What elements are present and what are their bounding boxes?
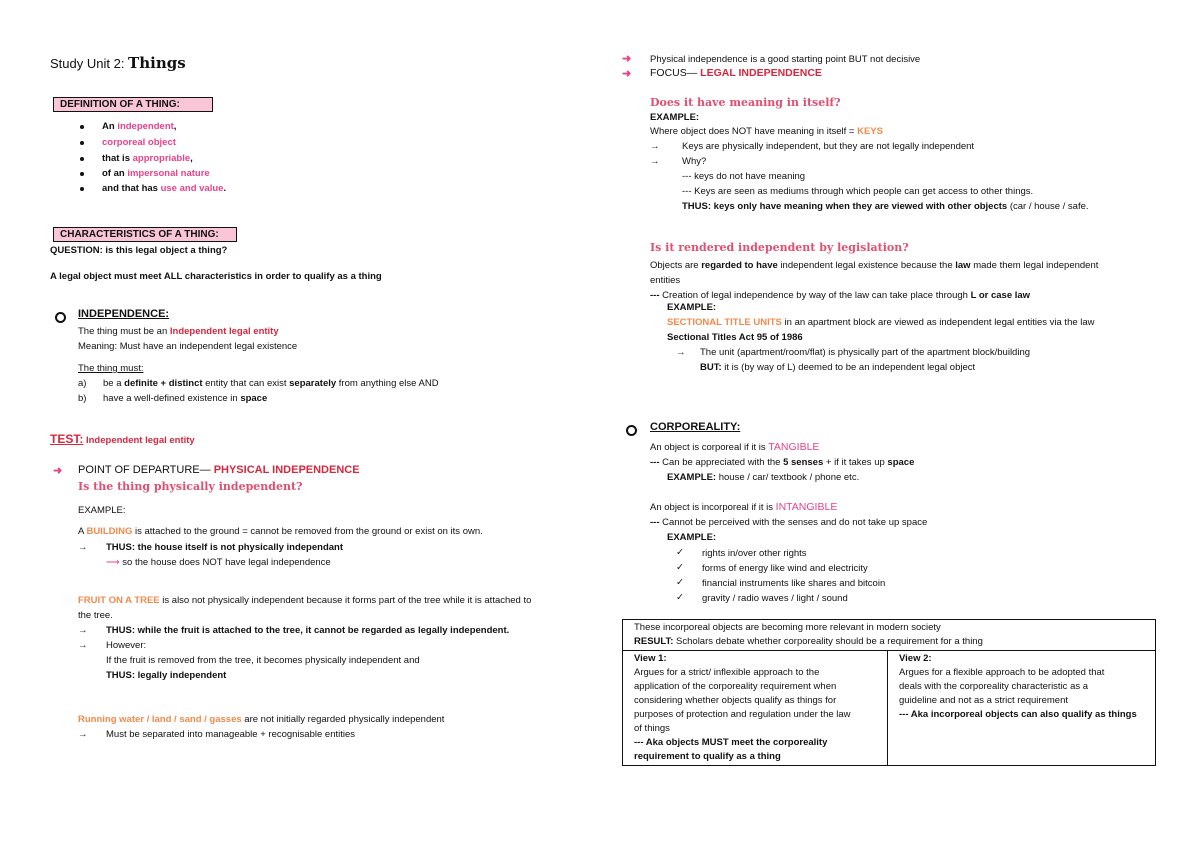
text-line: separately bbox=[289, 378, 337, 389]
text-line: Argues for a strict/ inflexible approach to the bbox=[634, 667, 820, 678]
definition-item bbox=[102, 151, 193, 166]
sectional-title-line bbox=[667, 315, 1095, 330]
view-2-title: View 2: bbox=[899, 653, 932, 664]
focus-line bbox=[650, 67, 822, 79]
text-line: --- bbox=[650, 290, 663, 301]
point-of-departure bbox=[78, 464, 360, 476]
building-so bbox=[106, 555, 331, 570]
incorporeal-line bbox=[650, 500, 837, 515]
text-line: deals with the corporeality characteristic as a bbox=[899, 681, 1089, 692]
text-line: A bbox=[78, 526, 87, 537]
text-line: independent legal existence because the bbox=[777, 260, 956, 271]
arrow-icon: → bbox=[676, 347, 686, 358]
page-title-main: Things bbox=[128, 54, 186, 72]
text-line: have a well-defined existence in bbox=[103, 393, 241, 404]
text-line: space bbox=[240, 393, 268, 404]
page-title-prefix: Study Unit 2: bbox=[50, 56, 129, 71]
text-line: Objects are bbox=[650, 260, 702, 271]
corporeal-senses bbox=[650, 455, 914, 470]
check-item: rights in/over other rights bbox=[702, 548, 807, 559]
views-table bbox=[622, 619, 1156, 766]
water-separated: Must be separated into manageable + recognisable entities bbox=[106, 729, 356, 740]
arrow-icon: ➜ bbox=[622, 68, 632, 80]
view-2-cell bbox=[888, 651, 1156, 766]
sectional-act: Sectional Titles Act 95 of 1986 bbox=[667, 332, 803, 343]
table-row bbox=[623, 651, 1156, 766]
corporeality-heading: CORPOREALITY: bbox=[650, 421, 741, 433]
text-line: entity that can exist bbox=[202, 378, 290, 389]
text-line: FOCUS— bbox=[650, 67, 701, 79]
text-line: Independent legal entity bbox=[83, 435, 195, 446]
text-line: corporeal object bbox=[102, 137, 176, 148]
text-line: + if it takes up bbox=[823, 457, 888, 468]
arrow-icon: ➜ bbox=[622, 53, 632, 65]
must-item-b-label: b) bbox=[78, 393, 87, 404]
must-item-a-label: a) bbox=[78, 378, 87, 389]
must-item-a bbox=[103, 376, 439, 391]
text-line: EXAMPLE: bbox=[667, 472, 717, 483]
text-line: purposes of protection and regulation under the law bbox=[634, 709, 851, 720]
text-line: and that has bbox=[102, 183, 161, 194]
characteristics-header: CHARACTERISTICS OF A THING: bbox=[53, 227, 237, 242]
long-arrow-icon: ⟶ bbox=[106, 557, 123, 568]
text-line: L or case law bbox=[970, 290, 1031, 301]
sectional-unit: The unit (apartment/room/flat) is physically part of the apartment block/building bbox=[700, 347, 1031, 358]
arrow-icon: → bbox=[78, 640, 88, 651]
text-line: made them legal independent bbox=[970, 260, 1099, 271]
table-intro-1: These incorporeal objects are becoming more relevant in modern society bbox=[634, 622, 941, 633]
fruit-thus-2: THUS: legally independent bbox=[106, 670, 227, 681]
keys-physical: Keys are physically independent, but they are not legally independent bbox=[682, 141, 975, 152]
text-line: Argues for a flexible approach to be adopted that bbox=[899, 667, 1105, 678]
thing-must-label: The thing must: bbox=[78, 363, 144, 374]
definition-header: DEFINITION OF A THING: bbox=[53, 97, 213, 112]
arrow-icon: → bbox=[78, 625, 88, 636]
text-line: in an apartment block are viewed as independent legal entities via the law bbox=[781, 317, 1095, 328]
legislation-line-1 bbox=[650, 258, 1098, 273]
text-line: of things bbox=[634, 723, 670, 734]
text-line: use and value bbox=[160, 183, 224, 194]
text-line: The thing must be an bbox=[78, 326, 170, 337]
must-meet-line: A legal object must meet ALL characteristics in order to qualify as a thing bbox=[50, 271, 382, 282]
table-row bbox=[623, 620, 1156, 651]
text-line: guideline and not as a strict requirement bbox=[899, 695, 1068, 706]
text-line: house / car/ textbook / phone etc. bbox=[716, 472, 860, 483]
text-line: RESULT: bbox=[634, 636, 674, 647]
text-line: that is bbox=[102, 153, 133, 164]
text-line: Creation of legal independence by way of the law can take place through bbox=[662, 290, 971, 301]
text-line: Where object does NOT have meaning in itself = bbox=[650, 126, 858, 137]
text-line: Can be appreciated with the bbox=[662, 457, 784, 468]
text-line: be a bbox=[103, 378, 125, 389]
text-line: . bbox=[223, 183, 227, 194]
arrow-icon: → bbox=[650, 156, 660, 167]
text-line: is also not physically independent because it forms part of the tree while it is attached to bbox=[159, 595, 532, 606]
corporeal-line bbox=[650, 440, 819, 455]
page-title bbox=[50, 54, 186, 72]
check-icon: ✓ bbox=[676, 592, 684, 603]
definition-item bbox=[102, 166, 210, 181]
bullet-dot bbox=[80, 157, 84, 161]
text-line: --- bbox=[650, 517, 663, 528]
keys-line bbox=[650, 124, 883, 139]
text-line: , bbox=[173, 121, 177, 132]
bullet-dot bbox=[80, 125, 84, 129]
legislation-question: Is it rendered independent by legislation? bbox=[650, 241, 909, 254]
check-icon: ✓ bbox=[676, 547, 684, 558]
example-label-3: EXAMPLE: bbox=[667, 532, 717, 543]
text-line: definite + distinct bbox=[124, 378, 203, 389]
fruit-removed: If the fruit is removed from the tree, it becomes physically independent and bbox=[106, 655, 420, 666]
building-thus: THUS: the house itself is not physically independant bbox=[106, 542, 344, 553]
fruit-line bbox=[78, 593, 531, 608]
arrow-icon: ➜ bbox=[53, 465, 63, 477]
arrow-icon: → bbox=[650, 141, 660, 152]
text-line: Running water / land / sand / gasses bbox=[78, 714, 242, 725]
why-label: Why? bbox=[682, 156, 707, 167]
view-1-cell bbox=[623, 651, 888, 766]
corporeal-example bbox=[667, 470, 859, 485]
bullet-dot bbox=[80, 187, 84, 191]
text-line: it is (by way of L) deemed to be an independent legal object bbox=[721, 362, 976, 373]
text-line: PHYSICAL INDEPENDENCE bbox=[213, 464, 360, 476]
text-line: Scholars debate whether corporeality should be a requirement for a thing bbox=[673, 636, 983, 647]
physical-not-decisive: Physical independence is a good starting point BUT not decisive bbox=[650, 54, 921, 65]
check-item: forms of energy like wind and electricity bbox=[702, 563, 868, 574]
independence-line-2: Meaning: Must have an independent legal existence bbox=[78, 341, 298, 352]
bullet-dot bbox=[80, 141, 84, 145]
fruit-thus: THUS: while the fruit is attached to the tree, it cannot be regarded as legally independent. bbox=[106, 625, 510, 636]
keys-thus bbox=[682, 199, 1089, 214]
keys-detail-1: --- keys do not have meaning bbox=[682, 171, 806, 182]
text-line: INTANGIBLE bbox=[775, 501, 838, 513]
text-line: considering whether objects qualify as things for bbox=[634, 695, 837, 706]
text-line: appropriable bbox=[132, 153, 191, 164]
text-line: SECTIONAL TITLE UNITS bbox=[667, 317, 782, 328]
text-line: Cannot be perceived with the senses and do not take up space bbox=[662, 517, 928, 528]
meaning-question: Does it have meaning in itself? bbox=[650, 96, 841, 109]
view-2-aka: --- Aka incorporeal objects can also qualify as things bbox=[899, 709, 1137, 720]
text-line: FRUIT ON A TREE bbox=[78, 595, 160, 606]
check-item: financial instruments like shares and bitcoin bbox=[702, 578, 886, 589]
text-line: regarded to have bbox=[701, 260, 778, 271]
check-item: gravity / radio waves / light / sound bbox=[702, 593, 848, 604]
text-line: An object is corporeal if it is bbox=[650, 442, 769, 453]
text-line: of an bbox=[102, 168, 128, 179]
text-line: , bbox=[190, 153, 193, 164]
text-line: POINT OF DEPARTURE— bbox=[78, 464, 214, 476]
text-line: is attached to the ground = cannot be removed from the ground or exist on its own. bbox=[132, 526, 483, 537]
view-1-aka: --- Aka objects MUST meet the corporeality bbox=[634, 737, 828, 748]
bullet-dot bbox=[80, 172, 84, 176]
definition-item bbox=[102, 119, 176, 134]
physical-question: Is the thing physically independent? bbox=[78, 480, 303, 493]
sectional-but bbox=[700, 360, 975, 375]
text-line: BUILDING bbox=[86, 526, 133, 537]
building-line bbox=[78, 524, 483, 539]
text-line: (car / house / safe. bbox=[1007, 201, 1089, 212]
fruit-line-2: the tree. bbox=[78, 610, 113, 621]
text-line: so the house does NOT have legal independence bbox=[122, 557, 331, 568]
circle-bullet-icon bbox=[626, 425, 637, 436]
text-line: BUT: bbox=[700, 362, 722, 373]
example-label: EXAMPLE: bbox=[650, 112, 700, 123]
check-icon: ✓ bbox=[676, 562, 684, 573]
text-line: An object is incorporeal if it is bbox=[650, 502, 776, 513]
arrow-icon: → bbox=[78, 729, 88, 740]
check-icon: ✓ bbox=[676, 577, 684, 588]
example-label-2: EXAMPLE: bbox=[667, 302, 717, 313]
test-heading bbox=[50, 430, 195, 448]
table-intro-2 bbox=[634, 635, 1147, 649]
text-line: An bbox=[102, 121, 118, 132]
view-1-aka-2: requirement to qualify as a thing bbox=[634, 751, 781, 762]
text-line: THUS: keys only have meaning when they are viewed with other objects bbox=[682, 201, 1008, 212]
view-1-title: View 1: bbox=[634, 653, 667, 664]
text-line: independent bbox=[117, 121, 174, 132]
circle-bullet-icon bbox=[55, 312, 66, 323]
keys-detail-2: --- Keys are seen as mediums through which people can get access to other things. bbox=[682, 186, 1034, 197]
text-line: 5 senses bbox=[783, 457, 824, 468]
text-line: impersonal nature bbox=[127, 168, 210, 179]
definition-item bbox=[102, 135, 176, 150]
example-label: EXAMPLE: bbox=[78, 505, 126, 516]
question-line: QUESTION: is this legal object a thing? bbox=[50, 245, 228, 256]
arrow-icon: → bbox=[78, 542, 88, 553]
fruit-however: However: bbox=[106, 640, 147, 651]
text-line: TEST: bbox=[50, 432, 84, 446]
text-line: --- bbox=[650, 457, 663, 468]
text-line: KEYS bbox=[857, 126, 883, 137]
text-line: Independent legal entity bbox=[169, 326, 279, 337]
independence-heading: INDEPENDENCE: bbox=[78, 308, 170, 320]
incorporeal-senses bbox=[650, 515, 927, 530]
water-line bbox=[78, 712, 444, 727]
text-line: are not initially regarded physically independent bbox=[241, 714, 445, 725]
text-line: LEGAL INDEPENDENCE bbox=[700, 67, 822, 79]
text-line: space bbox=[887, 457, 915, 468]
definition-item bbox=[102, 181, 226, 196]
legislation-line-2: entities bbox=[650, 275, 681, 286]
text-line: law bbox=[955, 260, 971, 271]
text-line: application of the corporeality requirement when bbox=[634, 681, 837, 692]
independence-line-1 bbox=[78, 324, 279, 339]
must-item-b bbox=[103, 391, 267, 406]
table-intro-cell bbox=[623, 620, 1156, 651]
text-line: TANGIBLE bbox=[768, 441, 820, 453]
text-line: from anything else AND bbox=[336, 378, 439, 389]
